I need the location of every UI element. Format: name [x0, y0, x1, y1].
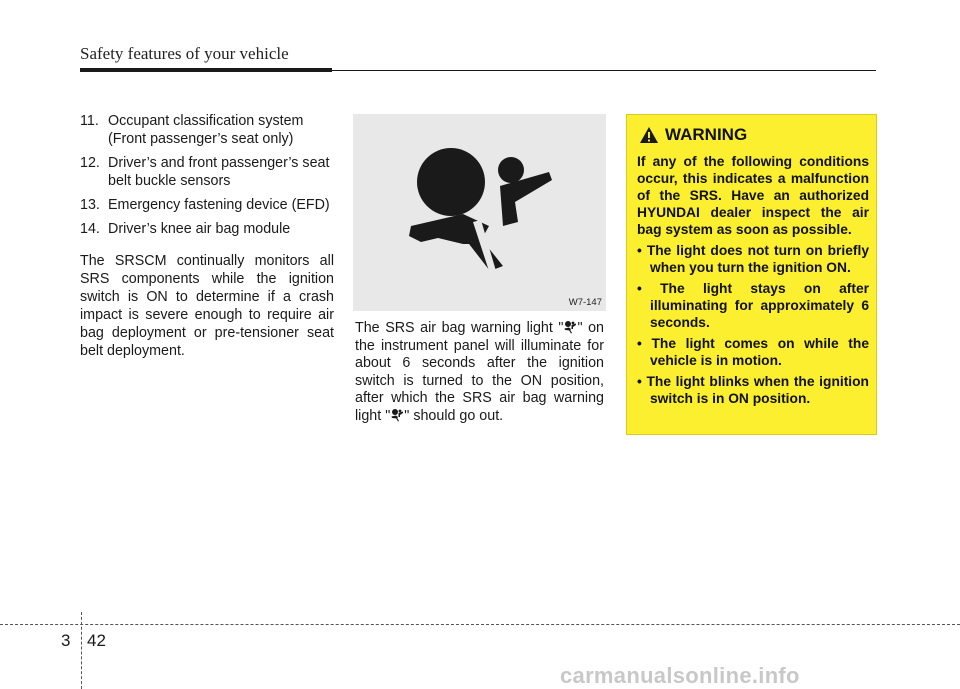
list-item-number: 11. [80, 113, 99, 129]
watermark: carmanualsonline.info [560, 663, 800, 688]
warning-heading [639, 125, 747, 145]
warning-bullet [637, 373, 869, 407]
warning-box [626, 114, 877, 435]
warning-body [637, 153, 869, 411]
left-column [80, 112, 334, 360]
airbag-warning-icon [390, 408, 404, 422]
list-item [80, 112, 334, 148]
list-item-text: Driver’s and front passenger’s seat belt buckle sensors [108, 155, 330, 189]
warning-intro: If any of the following conditions occur, this indicates a malfunction of the SRS. Have an authorized HYUNDAI dealer inspect the air bag system as soon as possible. [637, 154, 869, 237]
chapter-number: 3 [61, 631, 71, 650]
footer-divider [81, 612, 82, 689]
airbag-warning-icon [353, 114, 606, 311]
bullet-dot: • [637, 336, 652, 351]
bullet-dot: • [637, 374, 647, 389]
header-rule-thick [80, 68, 332, 72]
footer-rule [0, 624, 960, 625]
warning-light-paragraph [355, 320, 604, 425]
list-item-text: Emergency fastening device (EFD) [108, 197, 330, 213]
list-item [80, 220, 334, 238]
list-item-number: 14. [80, 221, 100, 237]
srscm-paragraph: The SRSCM continually monitors all SRS components while the ignition switch is ON to determine if a crash impact is severe enough to require air bag deployment or pre-tensioner seat belt deployment. [80, 253, 334, 359]
figure-code: W7-147 [568, 297, 602, 308]
bullet-dot: • [637, 281, 661, 296]
paragraph-text-2: " on the instrument panel will illuminate for about 6 seconds after the ignition switch is turned to the ON position, after which the SRS air bag warning light " [355, 320, 604, 424]
list-item [80, 154, 334, 190]
paragraph-text-1: The SRS air bag warning light " [355, 320, 564, 336]
warning-bullet [637, 242, 869, 276]
warning-bullet-text: The light does not turn on briefly when you turn the ignition ON. [646, 243, 870, 275]
list-item [80, 196, 334, 214]
page-number: 42 [87, 631, 106, 650]
header-rule-thin [332, 70, 876, 71]
airbag-warning-illustration [353, 114, 606, 311]
warning-bullet-text: The light comes on while the vehicle is in motion. [650, 336, 870, 368]
page-header-title: Safety features of your vehicle [80, 44, 289, 63]
list-item-text: Driver’s knee air bag module [108, 221, 291, 237]
airbag-warning-icon [563, 320, 577, 334]
warning-triangle-icon [639, 126, 659, 144]
bullet-dot: • [637, 243, 647, 258]
warning-bullet [637, 335, 869, 369]
warning-bullet [637, 280, 869, 331]
list-item-text: Occupant classification system (Front passenger’s seat only) [108, 113, 304, 147]
warning-heading-text: WARNING [665, 125, 748, 144]
list-item-number: 13. [80, 197, 100, 213]
paragraph-text-3: " should go out. [404, 407, 504, 424]
warning-bullet-text: The light stays on after illuminating for approximately 6 seconds. [650, 281, 869, 330]
list-item-number: 12. [80, 155, 100, 171]
warning-bullet-text: The light blinks when the ignition switch is in ON position. [646, 374, 869, 406]
